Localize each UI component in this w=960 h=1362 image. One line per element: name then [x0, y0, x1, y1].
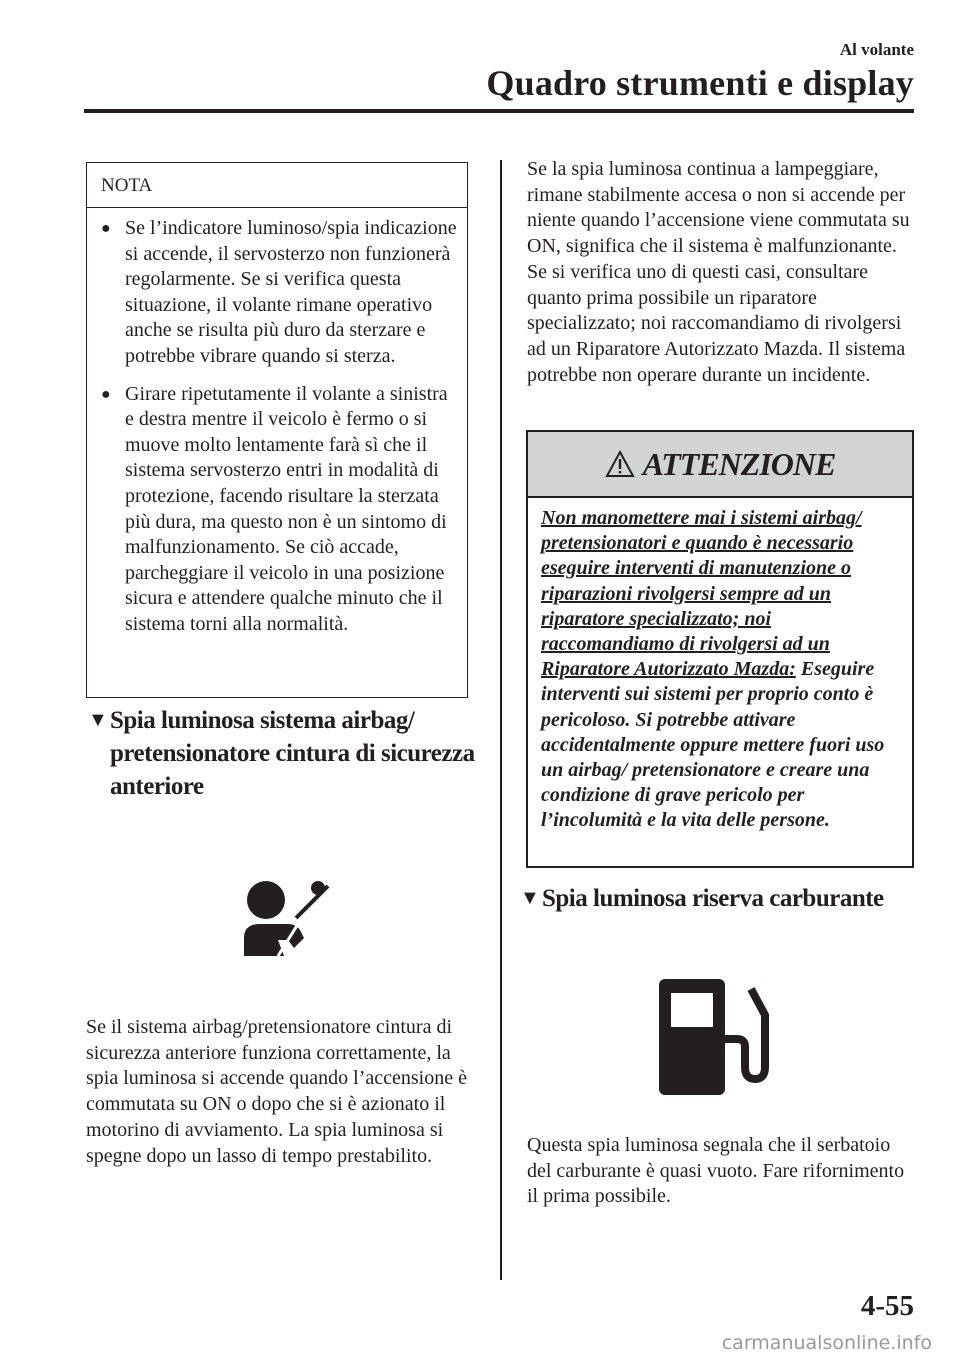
- note-item: [101, 216, 457, 370]
- header-rule: [84, 109, 914, 113]
- warning-title: ATTENZIONE: [642, 445, 836, 482]
- fuel-heading-text: Spia luminosa riserva carburante: [542, 885, 884, 912]
- note-item-text: Se l’indicatore luminoso/spia indicazione si accende, il servosterzo non funzionerà regolarmente. Se si verifica questa situazione, il volante rimane operativo anche se risulta più duro da sterzare e potrebbe vibrare quando si sterza.: [125, 217, 457, 367]
- warning-underlined-text: Non manomettere mai i sistemi airbag/ pretensionatori e quando è necessario eseguire interventi di manutenzione o riparazioni rivolgersi sempre ad un riparatore specializzato; noi raccomandiamo di rivolgersi ad un Riparatore Autorizzato Mazda:: [541, 507, 862, 681]
- bullet-icon: ●: [101, 385, 111, 403]
- chapter-title: Quadro strumenti e display: [486, 63, 914, 103]
- warning-triangle-icon: [605, 450, 635, 478]
- airbag-heading-text: Spia luminosa sistema airbag/ pretensionatore cintura di sicurezza anteriore: [110, 707, 475, 800]
- watermark: carmanualsonline.info: [721, 1332, 932, 1354]
- airbag-continued-text: Se la spia luminosa continua a lampeggiare, rimane stabilmente accesa o non si accende per niente quando l’accensione viene commutata su ON, significa che il sistema è malfunzionante. Se si verifica uno di questi casi, consultare quanto prima possibile un riparatore specializzato; noi raccomandiamo di rivolgersi ad un Riparatore Autorizzato Mazda. Il sistema potrebbe non operare durante un incidente.: [527, 158, 910, 386]
- warning-text: Eseguire interventi sui sistemi per proprio conto è pericoloso. Si potrebbe attivare accidentalmente oppure mettere fuori uso un airbag/ pretensionatore e creare una condizione di grave pericolo per l’incolumità e la vita delle persone.: [541, 658, 885, 832]
- column-divider: [500, 160, 502, 1280]
- warning-box: [526, 430, 914, 868]
- airbag-section-heading: [88, 704, 478, 803]
- airbag-warning-icon: [238, 878, 338, 960]
- airbag-body-text: Se il sistema airbag/pretensionatore cintura di sicurezza anteriore funziona correttamente, la spia luminosa si accende quando l’accensione è commutata su ON o dopo che si è azionato il motorino di avviamento. La spia luminosa si spegne dopo un lasso di tempo prestabilito.: [86, 1016, 467, 1167]
- note-title: NOTA: [87, 163, 467, 208]
- triangle-down-icon: ▼: [520, 887, 540, 909]
- section-label: Al volante: [839, 40, 914, 59]
- note-item: [101, 382, 457, 638]
- fuel-body-text: Questa spia luminosa segnala che il serbatoio del carburante è quasi vuoto. Fare rifornimento il prima possibile.: [527, 1134, 905, 1208]
- warning-body: [528, 498, 912, 834]
- page-number: 4-55: [860, 1290, 914, 1322]
- note-box: [86, 162, 468, 698]
- bullet-icon: ●: [101, 220, 111, 237]
- triangle-down-icon: ▼: [88, 709, 108, 731]
- fuel-section-heading: [520, 882, 920, 915]
- warning-header: [528, 432, 912, 498]
- fuel-pump-icon: [655, 975, 779, 1097]
- note-list: [87, 208, 467, 638]
- note-item-text: Girare ripetutamente il volante a sinistra e destra mentre il veicolo è fermo o si muove molto lentamente farà sì che il sistema servosterzo entri in modalità di protezione, facendo risultare la sterzata più dura, ma questo non è un sintomo di malfunzionamento. Se ciò accade, parcheggiare il veicolo in una posizione sicura e attendere qualche minuto che il sistema torni alla normalità.: [125, 382, 448, 635]
